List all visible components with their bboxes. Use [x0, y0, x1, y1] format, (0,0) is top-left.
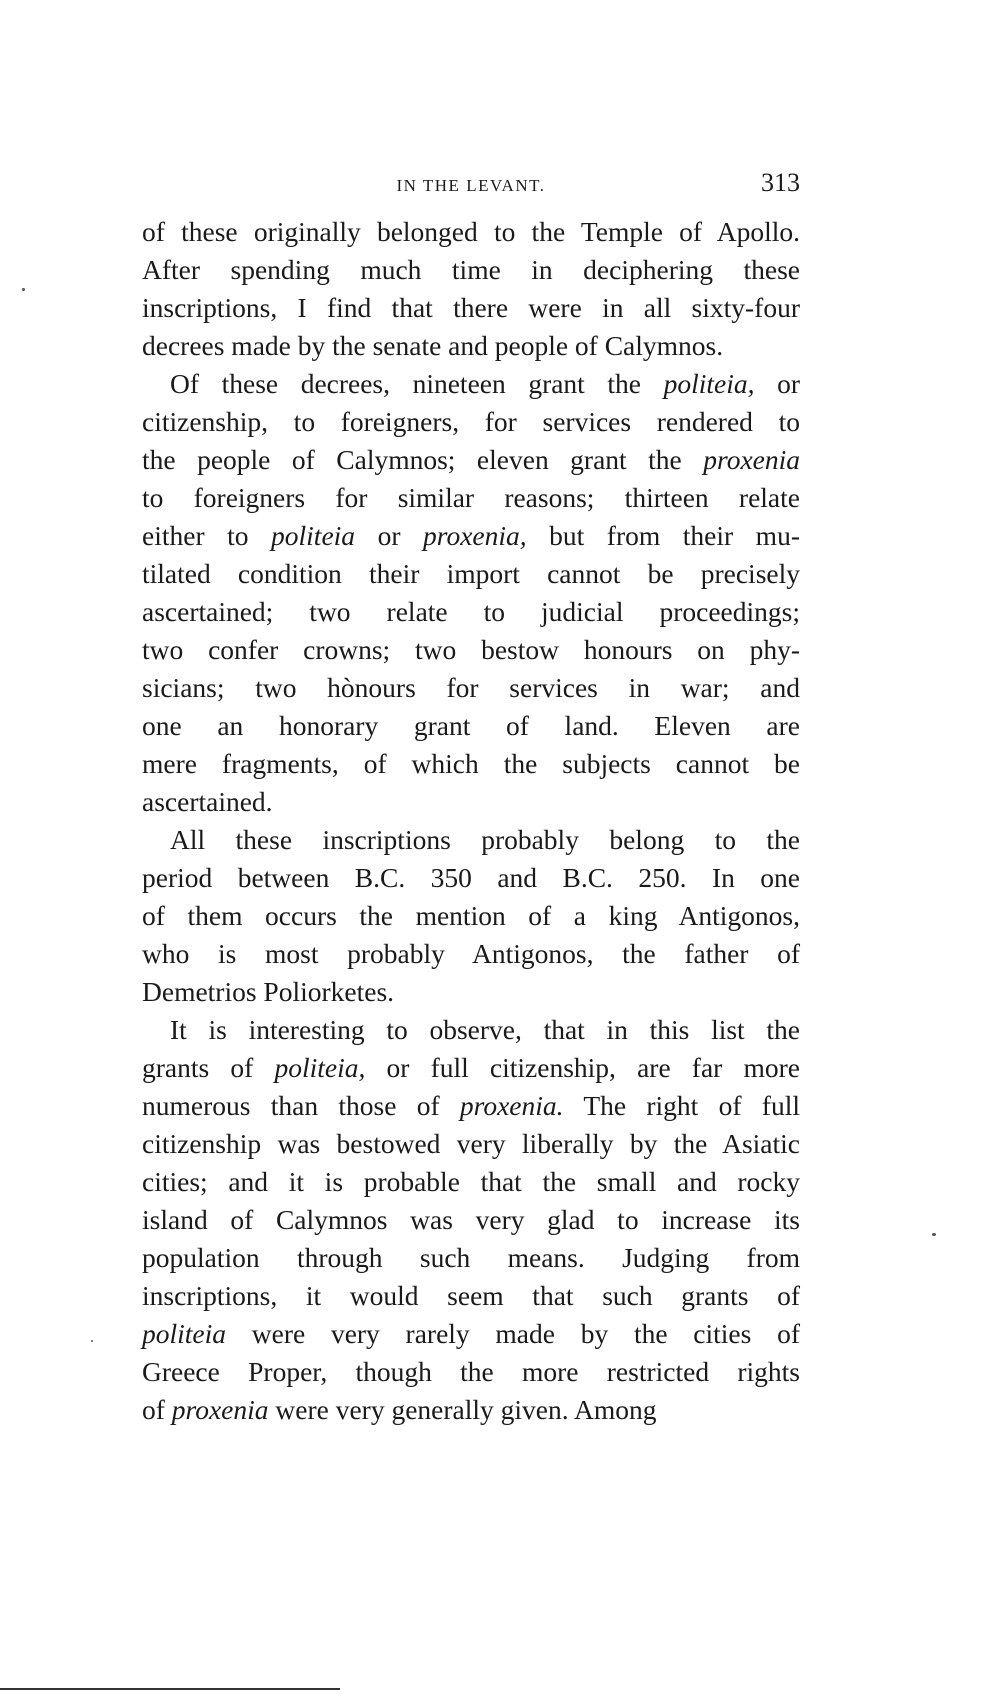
- text-line: Demetrios Poliorketes.: [142, 976, 395, 1007]
- page-number: 313: [761, 168, 800, 197]
- body-text: [142, 213, 800, 1429]
- text-line: to foreigners for similar reasons; thirteen relate: [142, 482, 800, 513]
- italic-term: proxenia: [171, 1394, 269, 1425]
- text-line: All these inscriptions probably belong to the: [170, 824, 800, 855]
- text-line: [142, 1049, 800, 1087]
- text-line: [142, 1315, 800, 1353]
- text-line: inscriptions, it would seem that such grants of: [142, 1280, 800, 1311]
- italic-term: politeia,: [663, 368, 755, 399]
- text-line: citizenship, to foreigners, for services rendered to: [142, 406, 800, 437]
- italic-term: proxenia: [703, 444, 800, 475]
- italic-term: proxenia,: [423, 520, 527, 551]
- text-line: period between B.C. 350 and B.C. 250. In one: [142, 862, 800, 893]
- text-line: It is interesting to observe, that in this list the: [170, 1014, 800, 1045]
- text-line: [142, 365, 800, 403]
- text-line: [142, 1087, 800, 1125]
- margin-speck: [91, 1340, 93, 1342]
- text-run: or: [754, 368, 800, 399]
- italic-term: politeia: [271, 520, 356, 551]
- text-run: were very generally given. Among: [268, 1394, 657, 1425]
- italic-term: proxenia.: [459, 1090, 564, 1121]
- running-head: [142, 168, 800, 208]
- text-run: grants of: [142, 1052, 275, 1083]
- text-run: The right of full: [563, 1090, 800, 1121]
- text-line: population through such means. Judging from: [142, 1242, 800, 1273]
- margin-speck: [932, 1233, 936, 1236]
- text-line: one an honorary grant of land. Eleven are: [142, 710, 800, 741]
- text-line: After spending much time in deciphering these: [142, 254, 800, 285]
- text-line: [142, 441, 800, 479]
- text-line: island of Calymnos was very glad to increase its: [142, 1204, 800, 1235]
- text-run: of: [142, 1394, 172, 1425]
- text-run: numerous than those of: [142, 1090, 460, 1121]
- text-line: of them occurs the mention of a king Antigonos,: [142, 900, 800, 931]
- text-line: sicians; two hònours for services in war; and: [142, 672, 800, 703]
- running-title: IN THE LEVANT.: [396, 176, 546, 195]
- text-run: Of these decrees, nineteen grant the: [170, 368, 664, 399]
- text-line: ascertained; two relate to judicial proceedings;: [142, 596, 800, 627]
- text-line: ascertained.: [142, 786, 273, 817]
- text-line: inscriptions, I find that there were in all sixty-four: [142, 292, 800, 323]
- text-line: [142, 1391, 800, 1429]
- page-edge-rule: [0, 1688, 340, 1690]
- text-line: cities; and it is probable that the small and rocky: [142, 1166, 800, 1197]
- text-line: Greece Proper, though the more restricted rights: [142, 1356, 800, 1387]
- text-run: or: [355, 520, 424, 551]
- text-line: who is most probably Antigonos, the father of: [142, 938, 800, 969]
- text-line: citizenship was bestowed very liberally by the Asiatic: [142, 1128, 800, 1159]
- italic-term: politeia,: [274, 1052, 366, 1083]
- text-run: were very rarely made by the cities of: [226, 1318, 800, 1349]
- margin-speck: [22, 288, 25, 291]
- italic-term: politeia: [142, 1318, 227, 1349]
- text-run: or full citizenship, are far more: [365, 1052, 800, 1083]
- text-line: tilated condition their import cannot be precisely: [142, 558, 800, 589]
- text-line: two confer crowns; two bestow honours on phy-: [142, 634, 800, 665]
- text-line: [142, 517, 800, 555]
- text-run: the people of Calymnos; eleven grant the: [142, 444, 704, 475]
- text-run: either to: [142, 520, 272, 551]
- text-line: of these originally belonged to the Temple of Apollo.: [142, 216, 800, 247]
- text-run: but from their mu-: [526, 520, 800, 551]
- text-line: mere fragments, of which the subjects cannot be: [142, 748, 800, 779]
- text-line: decrees made by the senate and people of Calymnos.: [142, 330, 724, 361]
